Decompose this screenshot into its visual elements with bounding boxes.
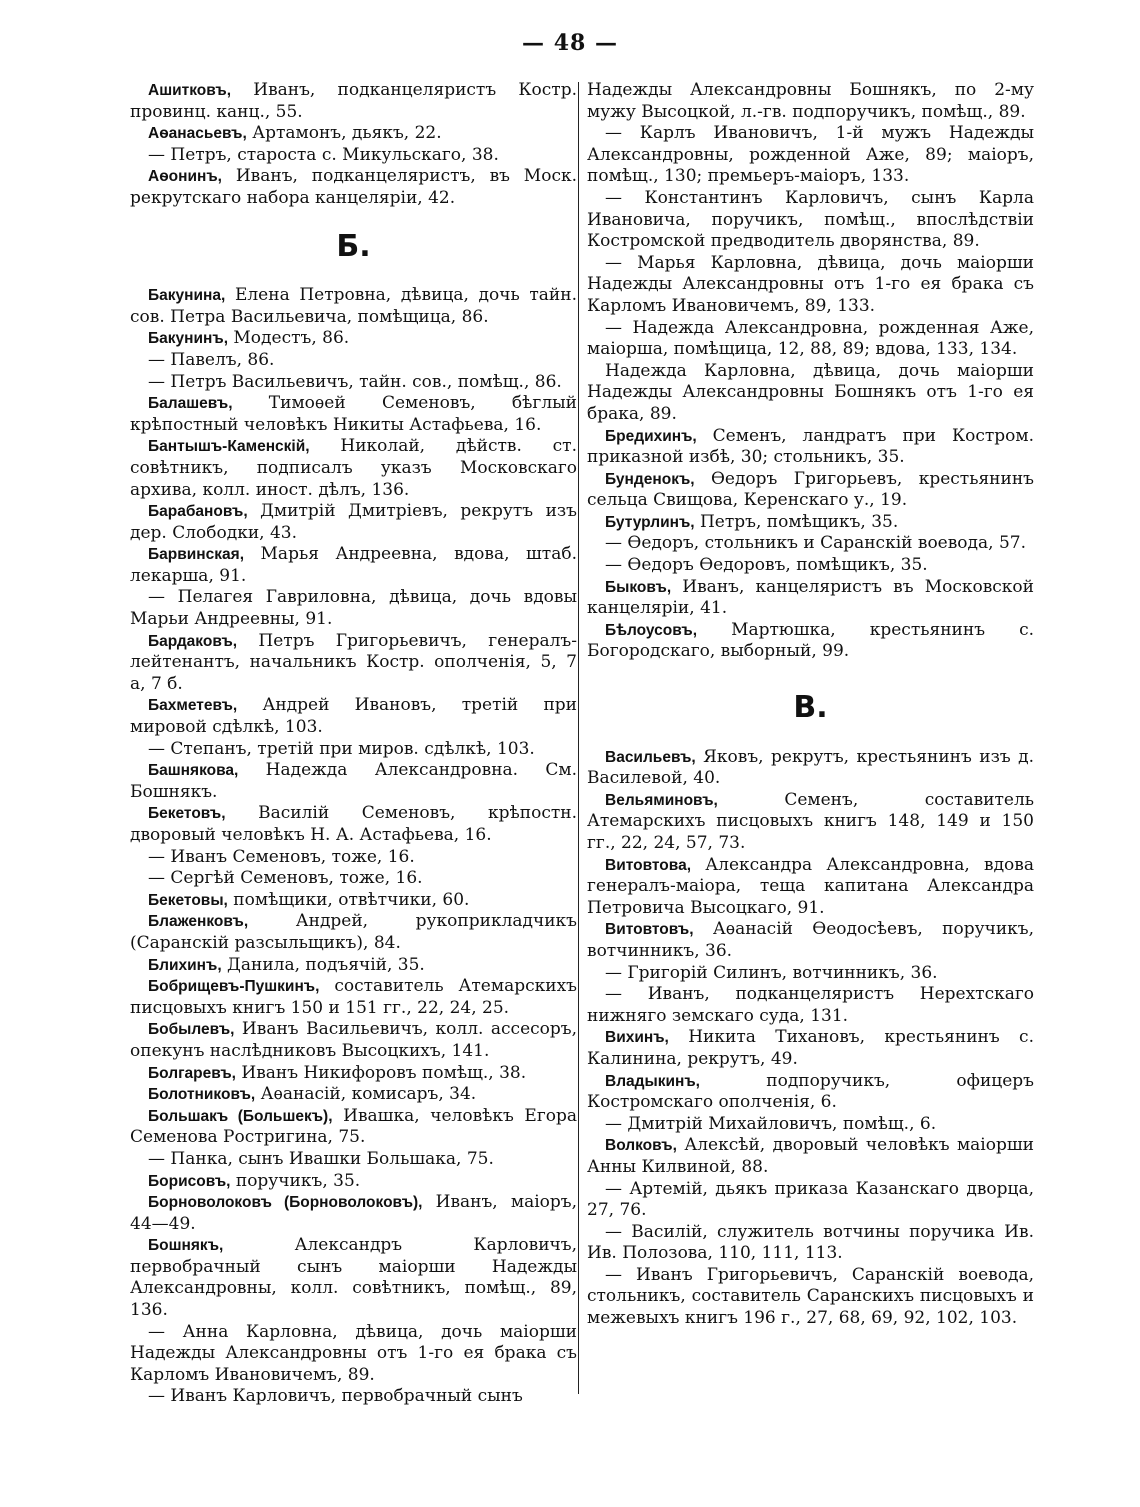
entry-text: Надежда Александровна. См. Бошнякъ.	[130, 760, 577, 802]
entry-text: Мартюшка, крестьянинъ с. Богородскаго, выборный, 99.	[587, 619, 1034, 662]
entry-headword: Бунденокъ,	[605, 470, 695, 488]
entry-headword: Башнякова,	[148, 762, 239, 780]
index-entry	[587, 963, 1034, 985]
index-entry	[130, 1019, 577, 1062]
index-entry	[130, 1149, 577, 1171]
index-entry	[130, 328, 577, 350]
index-entry	[130, 1235, 577, 1321]
index-entry	[130, 847, 577, 869]
entry-text: Ивашка, человѣкъ Егора Семенова Ростригина, 75.	[130, 1105, 577, 1148]
index-entry	[130, 166, 577, 209]
entry-text: Петръ, помѣщикъ, 35.	[694, 511, 899, 532]
index-entry	[130, 501, 577, 544]
entry-text: Ѳедоръ Григорьевъ, крестьянинъ сельца Свищова, Керенскаго у., 19.	[587, 468, 1034, 511]
entry-text: — Иванъ, подканцеляристъ Нерехтскаго нижняго земскаго суда, 131.	[587, 984, 1034, 1026]
right-block-a	[587, 80, 1034, 663]
entry-text: — Иванъ Карловичъ, первобрачный сынъ	[148, 1386, 523, 1407]
entry-headword: Бекетовы,	[148, 891, 228, 909]
index-entry	[130, 393, 577, 436]
index-entry	[130, 436, 577, 501]
entry-text: Александръ Карловичъ, первобрачный сынъ маіорши Надежды Александровны, колл. совѣтникъ, помѣщ., 89, 136.	[130, 1235, 577, 1321]
entry-text: Аѳанасій Ѳеодосѣевъ, поручикъ, вотчинникъ, 36.	[587, 919, 1034, 961]
index-entry	[587, 1265, 1034, 1330]
entry-text: Александра Александровна, вдова генералъ-маіора, теща капитана Александра Петровича Высоцкаго, 91.	[587, 854, 1034, 918]
index-entry	[587, 1027, 1034, 1070]
entry-text: — Ѳедоръ, стольникъ и Саранскій воевода, 57.	[605, 533, 1026, 554]
index-entry	[587, 577, 1034, 620]
index-entry	[130, 145, 577, 167]
index-entry	[130, 1171, 577, 1193]
entry-headword: Быковъ,	[605, 578, 672, 596]
index-entry	[130, 739, 577, 761]
right-block-b	[587, 747, 1034, 1330]
index-entry	[130, 803, 577, 846]
entry-headword: Вихинъ,	[605, 1029, 669, 1047]
index-entry	[587, 253, 1034, 318]
index-entry	[130, 868, 577, 890]
entry-headword: Блихинъ,	[148, 956, 222, 974]
index-entry	[587, 533, 1034, 555]
entry-text: Модестъ, 86.	[228, 328, 350, 349]
entry-headword: Бардаковъ,	[148, 632, 238, 650]
index-entry	[587, 318, 1034, 361]
index-entry	[130, 976, 577, 1019]
entry-headword: Бобрищевъ-Пушкинъ,	[148, 978, 320, 996]
section-letter-b: Б.	[336, 228, 371, 264]
entry-text: — Иванъ Григорьевичъ, Саранскій воевода, стольникъ, составитель Саранскихъ писцовыхъ и межевыхъ книгъ 196 г., 27, 68, 69, 92, 102, 103.	[587, 1264, 1034, 1329]
entry-headword: Балашевъ,	[148, 395, 233, 413]
entry-text: — Карлъ Ивановичъ, 1-й мужъ Надежды Александровны, рожденной Аже, 89; маіоръ, помѣщ., 130; премьеръ-маіоръ, 133.	[587, 123, 1034, 187]
entry-text: — Артемій, дьякъ приказа Казанскаго дворца, 27, 76.	[587, 1178, 1034, 1221]
entry-text: Иванъ, маіоръ, 44—49.	[130, 1192, 577, 1234]
index-entry	[130, 1106, 577, 1149]
entry-text: — Петръ, староста с. Микульскаго, 38.	[148, 144, 499, 165]
column-divider	[578, 82, 579, 1394]
entry-text: Николай, дѣйств. ст. совѣтникъ, подписалъ указъ Московскаго архива, колл. иност. дѣлъ, 136.	[130, 436, 577, 500]
entry-text: Надежда Карловна, дѣвица, дочь маіорши Надежды Александровны Бошнякъ отъ 1-го ея брака, 89.	[587, 360, 1034, 424]
entry-headword: Большакъ (Большекъ),	[148, 1107, 333, 1125]
entry-text: — Григорій Силинъ, вотчинникъ, 36.	[605, 962, 938, 983]
entry-text: — Панка, сынъ Ивашки Большака, 75.	[148, 1148, 494, 1169]
entry-headword: Борисовъ,	[148, 1172, 231, 1190]
entry-headword: Бутурлинъ,	[605, 513, 695, 531]
index-entry	[587, 555, 1034, 577]
entry-text: — Иванъ Семеновъ, тоже, 16.	[148, 846, 415, 867]
index-entry	[587, 188, 1034, 253]
entry-text: — Константинъ Карловичъ, сынъ Карла Ивановича, поручикъ, помѣщ., впослѣдствіи Костромской предводитель дворянства, 89.	[587, 187, 1034, 252]
entry-text: — Дмитрій Михайловичъ, помѣщ., 6.	[605, 1113, 937, 1134]
entry-text: — Надежда Александровна, рожденная Аже, маіорша, помѣщица, 12, 88, 89; вдова, 133, 134.	[587, 317, 1034, 360]
index-entry	[587, 790, 1034, 855]
index-entry	[587, 469, 1034, 512]
index-entry	[587, 1179, 1034, 1222]
index-entry	[587, 1135, 1034, 1178]
entry-text: Иванъ, подканцеляристъ, въ Моск. рекрутскаго набора канцеляріи, 42.	[130, 166, 577, 208]
entry-headword: Аѳонинъ,	[148, 168, 222, 186]
entry-text: — Марья Карловна, дѣвица, дочь маіорши Надежды Александровны отъ 1-го ея брака съ Карломъ Ивановичемъ, 89, 133.	[587, 252, 1034, 316]
index-entry	[130, 544, 577, 587]
entry-headword: Бобылевъ,	[148, 1021, 235, 1039]
entry-text: подпоручикъ, офицеръ Костромскаго ополченія, 6.	[587, 1070, 1034, 1113]
page-number: — 48 —	[522, 30, 618, 56]
left-column	[130, 80, 577, 1408]
index-entry	[587, 855, 1034, 920]
entry-headword: Витовтова,	[605, 856, 692, 874]
entry-headword: Бантышъ-Каменскій,	[148, 438, 310, 456]
index-entry	[130, 372, 577, 394]
index-entry	[130, 890, 577, 912]
index-entry	[587, 919, 1034, 962]
entry-headword: Ашитковъ,	[148, 82, 232, 99]
entry-text: Иванъ, подканцеляристъ Костр. провинц. канц., 55.	[130, 80, 577, 122]
index-entry	[130, 350, 577, 372]
right-column	[587, 80, 1034, 1330]
index-entry	[130, 631, 577, 696]
entry-text: Марья Андреевна, вдова, штаб. лекарша, 91.	[130, 544, 577, 586]
entry-text: Яковъ, рекрутъ, крестьянинъ изъ д. Василевой, 40.	[587, 746, 1034, 789]
entry-headword: Барвинская,	[148, 546, 244, 564]
index-entry	[130, 80, 577, 123]
index-entry	[130, 285, 577, 328]
index-entry	[130, 1322, 577, 1387]
entry-headword: Блаженковъ,	[148, 913, 249, 931]
entry-text: Семенъ, составитель Атемарскихъ писцовыхъ книгъ 148, 149 и 150 гг., 22, 24, 57, 73.	[587, 789, 1034, 853]
entry-text: Андрей Ивановъ, третій при мировой сдѣлкѣ, 103.	[130, 695, 577, 738]
entry-headword: Болотниковъ,	[148, 1086, 256, 1104]
index-entry	[130, 695, 577, 738]
index-entry	[587, 1114, 1034, 1136]
entry-text: Петръ Григорьевичъ, генералъ-лейтенантъ, начальникъ Костр. ополченія, 5, 7 а, 7 б.	[130, 630, 577, 694]
entry-text: Артамонъ, дьякъ, 22.	[246, 123, 442, 144]
entry-text: поручикъ, 35.	[230, 1170, 361, 1191]
entry-headword: Барабановъ,	[148, 503, 248, 521]
index-entry	[587, 620, 1034, 663]
entry-headword: Бакунина,	[148, 287, 226, 305]
entry-text: Алексѣй, дворовый человѣкъ маіорши Анны Килвиной, 88.	[587, 1135, 1034, 1177]
entry-headword: Витовтовъ,	[605, 921, 694, 939]
entry-headword: Бекетовъ,	[148, 805, 226, 823]
entry-text: — Василій, служитель вотчины поручика Ив. Ив. Полозова, 110, 111, 113.	[587, 1221, 1034, 1264]
entry-headword: Бошнякъ,	[148, 1237, 224, 1255]
index-entry	[130, 911, 577, 954]
index-entry	[587, 123, 1034, 188]
index-entry	[587, 1071, 1034, 1114]
index-entry	[130, 123, 577, 145]
entry-headword: Волковъ,	[605, 1137, 677, 1155]
entry-text: — Сергѣй Семеновъ, тоже, 16.	[148, 868, 423, 889]
index-entry	[587, 1222, 1034, 1265]
index-entry	[130, 1063, 577, 1085]
entry-text: — Степанъ, третій при миров. сдѣлкѣ, 103.	[148, 738, 535, 759]
entry-headword: Владыкинъ,	[605, 1072, 700, 1090]
entry-headword: Бредихинъ,	[605, 427, 697, 445]
index-entry	[587, 426, 1034, 469]
index-entry	[587, 512, 1034, 534]
entry-text: Тимоѳей Семеновъ, бѣглый крѣпостный человѣкъ Никиты Астафьева, 16.	[130, 393, 577, 435]
left-block-b	[130, 285, 577, 1408]
entry-text: Андрей, рукоприкладчикъ (Саранскій разсыльщикъ), 84.	[130, 911, 577, 953]
entry-text: Елена Петровна, дѣвица, дочь тайн. сов. Петра Васильевича, помѣщица, 86.	[130, 285, 577, 327]
index-entry	[587, 361, 1034, 426]
entry-headword: Бѣлоусовъ,	[605, 621, 698, 639]
entry-headword: Вельяминовъ,	[605, 791, 718, 809]
entry-text: Аѳанасій, комисаръ, 34.	[255, 1084, 477, 1105]
section-letter-v: В.	[793, 690, 828, 726]
entry-text: — Анна Карловна, дѣвица, дочь маіорши Надежды Александровны отъ 1-го ея брака съ Карломъ Ивановичемъ, 89.	[130, 1321, 577, 1385]
entry-text: Данила, подъячій, 35.	[221, 954, 425, 975]
entry-text: помѣщики, отвѣтчики, 60.	[227, 889, 470, 910]
entry-text: Василій Семеновъ, крѣпостн. дворовый человѣкъ Н. А. Астафьева, 16.	[130, 803, 577, 845]
entry-text: Иванъ Васильевичъ, колл. ассесоръ, опекунъ наслѣдниковъ Высоцкихъ, 141.	[130, 1019, 577, 1061]
entry-text: — Ѳедоръ Ѳедоровъ, помѣщикъ, 35.	[605, 555, 928, 576]
entry-text: — Павелъ, 86.	[148, 349, 275, 370]
entry-text: — Петръ Васильевичъ, тайн. сов., помѣщ., 86.	[148, 371, 562, 392]
entry-text: Иванъ, канцеляристъ въ Московской канцеляріи, 41.	[587, 576, 1034, 619]
entry-text: Семенъ, ландратъ при Костром. приказной избѣ, 30; стольникъ, 35.	[587, 425, 1034, 468]
entry-text: Надежды Александровны Бошнякъ, по 2-му мужу Высоцкой, л.-гв. подпоручикъ, помѣщ., 89.	[587, 80, 1034, 122]
index-entry	[130, 1084, 577, 1106]
left-block-a	[130, 80, 577, 210]
entry-text: — Пелагея Гавриловна, дѣвица, дочь вдовы Марьи Андреевны, 91.	[130, 587, 577, 630]
index-entry	[587, 984, 1034, 1027]
index-entry	[130, 587, 577, 630]
entry-headword: Аѳанасьевъ,	[148, 125, 247, 143]
entry-headword: Бахметевъ,	[148, 697, 238, 715]
index-entry	[130, 760, 577, 803]
index-entry	[130, 1192, 577, 1235]
index-entry	[587, 80, 1034, 123]
index-entry	[587, 747, 1034, 790]
entry-text: Никита Тихановъ, крестьянинъ с. Калинина, рекрутъ, 49.	[587, 1027, 1034, 1069]
entry-headword: Болгаревъ,	[148, 1064, 236, 1082]
entry-text: Дмитрій Дмитріевъ, рекрутъ изъ дер. Слободки, 43.	[130, 501, 577, 543]
index-entry	[130, 1386, 577, 1408]
entry-headword: Бакунинъ,	[148, 330, 228, 348]
index-entry	[130, 955, 577, 977]
entry-text: составитель Атемарскихъ писцовыхъ книгъ 150 и 151 гг., 22, 24, 25.	[130, 976, 577, 1018]
entry-headword: Борноволоковъ (Борноволоковъ),	[148, 1194, 423, 1212]
entry-headword: Васильевъ,	[605, 748, 696, 766]
entry-text: Иванъ Никифоровъ помѣщ., 38.	[235, 1062, 527, 1083]
